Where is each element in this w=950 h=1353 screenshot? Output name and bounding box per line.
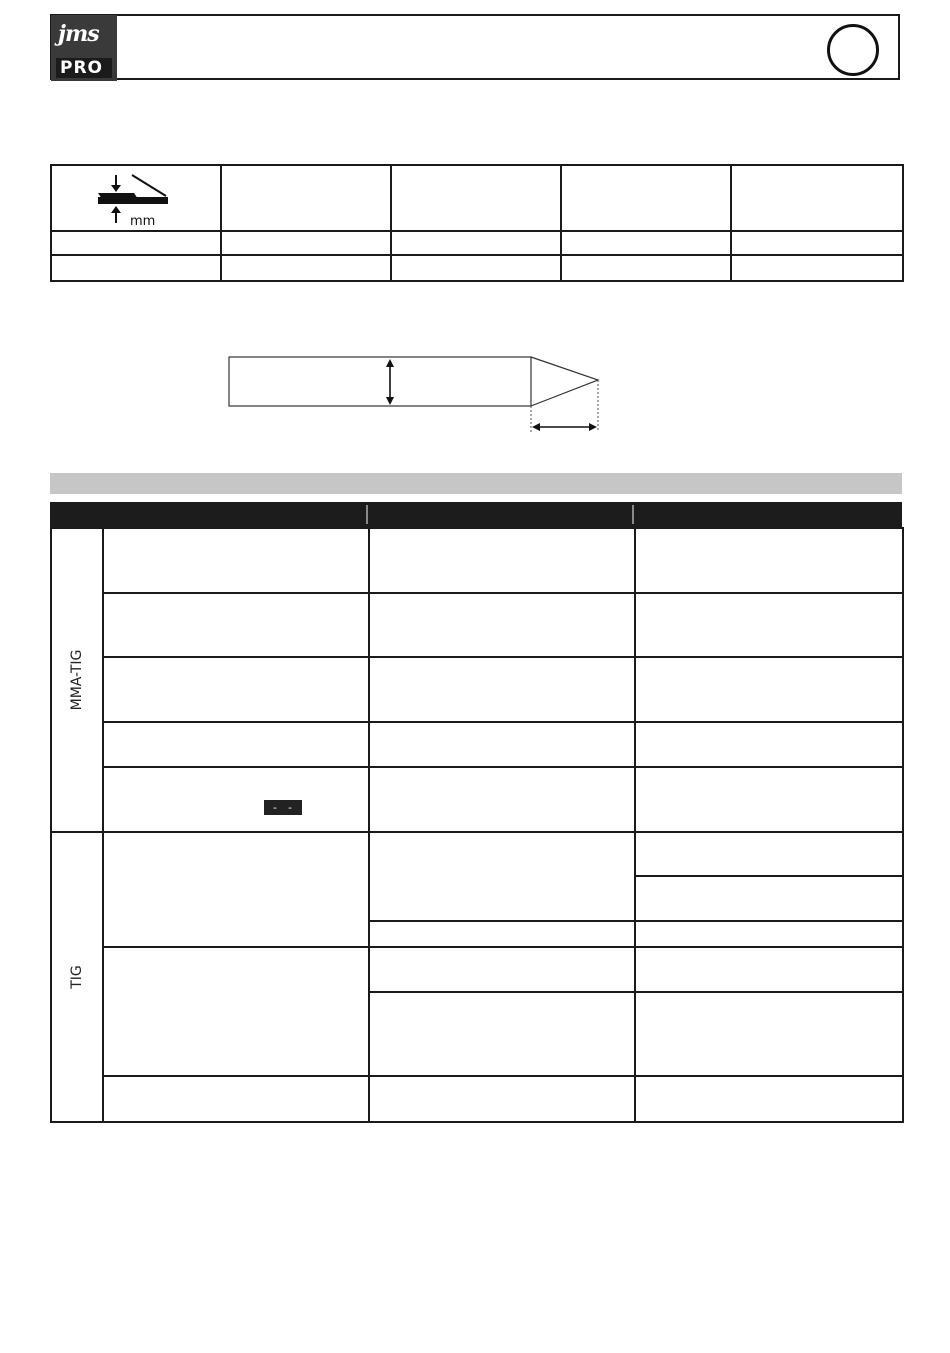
table-cell: [221, 231, 391, 255]
plate-thickness-icon: [76, 169, 196, 229]
table-row: [51, 657, 903, 722]
table-cell: [635, 593, 903, 657]
table-cell: [635, 528, 903, 593]
column-divider: [366, 505, 368, 524]
logo-pro-badge: [56, 58, 112, 78]
table-cell: [635, 832, 903, 876]
table-cell: [635, 767, 903, 832]
table-cell: [103, 767, 369, 832]
table-cell: [103, 832, 369, 947]
table-cell: [369, 528, 635, 593]
table-cell: [391, 231, 561, 255]
table-cell: [731, 255, 903, 281]
table-cell: [369, 921, 635, 947]
table-cell: [369, 992, 635, 1076]
page-header: [50, 14, 900, 80]
group-label: MMA-TIG: [69, 649, 85, 711]
troubleshooting-table: [50, 527, 904, 1123]
table-cell: [391, 255, 561, 281]
group-label-cell: [51, 832, 103, 1122]
table-cell: [103, 528, 369, 593]
table-row: [51, 832, 903, 876]
table-row: [51, 947, 903, 992]
table-cell: [561, 255, 731, 281]
table-cell: [51, 231, 221, 255]
table-cell: [635, 1076, 903, 1122]
brand-logo: [51, 15, 117, 81]
table-cell: [635, 722, 903, 767]
electrode-tip-icon: [222, 350, 612, 440]
table-cell: [369, 722, 635, 767]
thickness-table: [50, 164, 904, 282]
thickness-col-header: [391, 165, 561, 231]
thickness-col-header: [731, 165, 903, 231]
table-cell: [103, 947, 369, 1076]
table-cell: [103, 593, 369, 657]
table-row: [51, 593, 903, 657]
table-cell: [221, 255, 391, 281]
table-cell: [369, 832, 635, 921]
table-cell: [103, 1076, 369, 1122]
table-cell: [561, 231, 731, 255]
logo-brand-text: jms: [58, 21, 99, 47]
table-cell: [369, 657, 635, 722]
table-cell: [635, 947, 903, 992]
table-row: [51, 1076, 903, 1122]
thickness-icon-cell: [51, 165, 221, 231]
table-cell: [369, 767, 635, 832]
table-cell: [635, 992, 903, 1076]
table-cell: [51, 255, 221, 281]
section-title-bar: [50, 473, 902, 494]
group-label-cell: [51, 528, 103, 832]
unit-label: mm: [130, 214, 156, 229]
group-label: TIG: [69, 965, 85, 989]
table-cell: [635, 876, 903, 921]
table-cell: [369, 947, 635, 992]
table-row: [51, 767, 903, 832]
thickness-header-row: [51, 165, 903, 231]
table-row: [51, 255, 903, 281]
troubleshooting-header: [50, 502, 902, 527]
thickness-col-header: [221, 165, 391, 231]
language-circle-icon: [827, 24, 879, 76]
table-cell: [635, 657, 903, 722]
table-cell: [369, 593, 635, 657]
logo-pro-text: PRO: [60, 58, 104, 78]
table-cell: [635, 921, 903, 947]
table-row: [51, 231, 903, 255]
table-row: [51, 528, 903, 593]
table-cell: [369, 1076, 635, 1122]
thickness-col-header: [561, 165, 731, 231]
table-cell: [103, 657, 369, 722]
column-divider: [632, 505, 634, 524]
table-cell: [731, 231, 903, 255]
display-code-badge: - - -: [264, 800, 302, 815]
table-row: [51, 722, 903, 767]
table-cell: [103, 722, 369, 767]
